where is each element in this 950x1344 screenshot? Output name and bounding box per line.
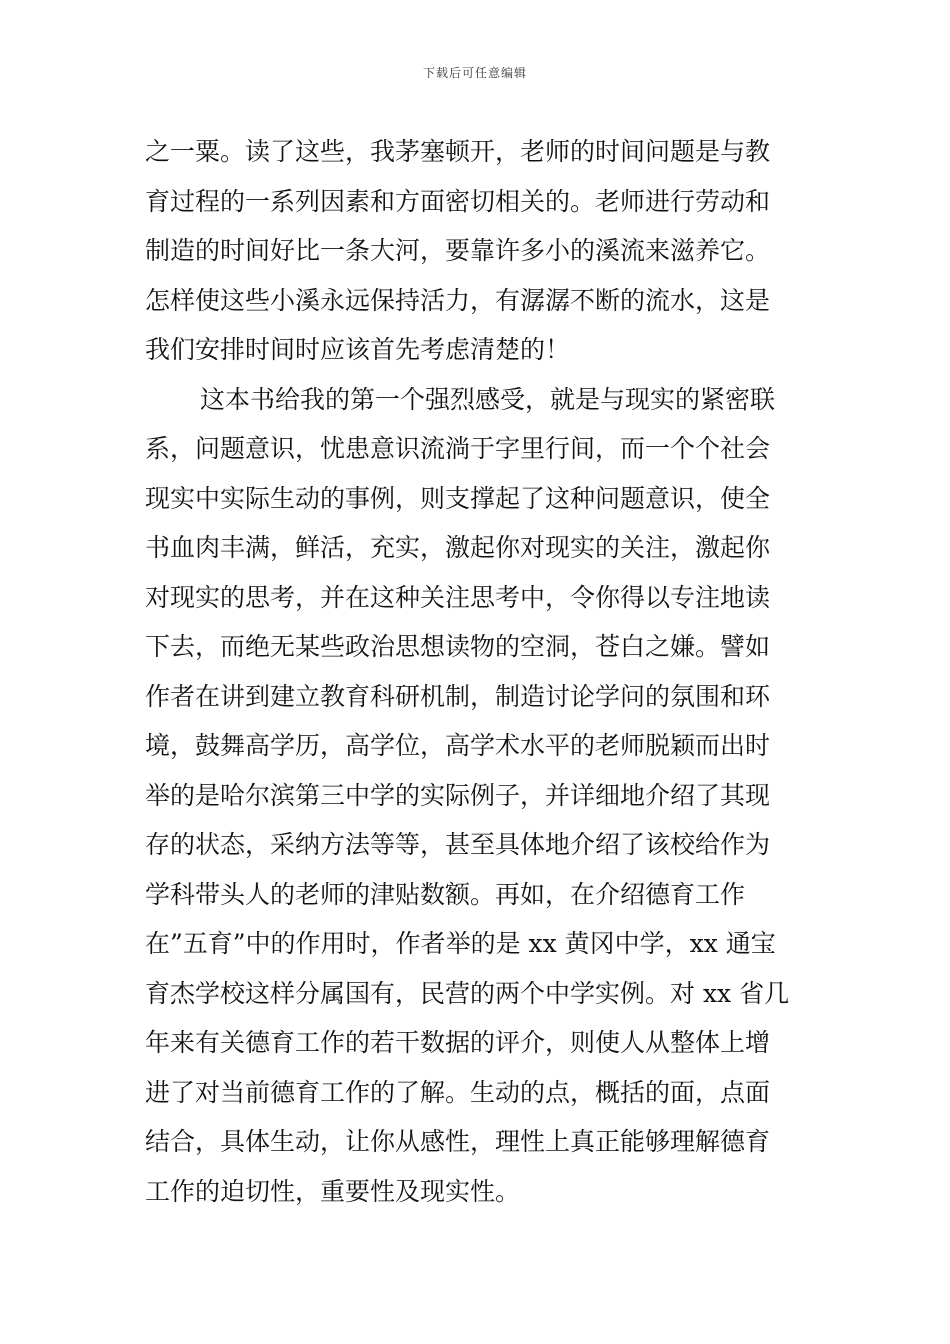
body-text (145, 127, 810, 1216)
text-line: 工作的迫切性，重要性及现实性。 (145, 1176, 521, 1206)
text-line: 制造的时间好比一条大河，要靠许多小的溪流来滋养它。 (145, 236, 771, 265)
text-line: 育杰学校这样分属国有，民营的两个中学实例。对 xx 省几 (145, 978, 790, 1008)
text-line: 结合，具体生动，让你从感性，理性上真正能够理解德育 (145, 1127, 771, 1156)
paragraph-first-line: 这本书给我的第一个强烈感受，就是与现实的紧密联 (200, 384, 776, 414)
text-line: 在”五育”中的作用时，作者举的是 xx 黄冈中学，xx 通宝 (145, 929, 776, 958)
text-line: 下去，而绝无某些政治思想读物的空洞，苍白之嫌。譬如 (145, 632, 771, 661)
text-line: 之一粟。读了这些，我茅塞顿开，老师的时间问题是与教 (145, 137, 771, 166)
text-line: 境，鼓舞高学历，高学位，高学术水平的老师脱颖而出时 (145, 731, 771, 760)
text-line: 育过程的一系列因素和方面密切相关的。老师进行劳动和 (145, 186, 771, 216)
text-line: 书血肉丰满，鲜活，充实，激起你对现实的关注，激起你 (145, 533, 771, 562)
text-line: 系，问题意识，忧患意识流淌于字里行间，而一个个社会 (145, 434, 771, 463)
text-line: 我们安排时间时应该首先考虑清楚的！ (145, 335, 571, 364)
text-line: 作者在讲到建立教育科研机制，制造讨论学问的氛围和环 (145, 681, 771, 711)
text-line: 学科带头人的老师的津贴数额。再如，在介绍德育工作 (145, 879, 746, 909)
text-line: 现实中实际生动的事例，则支撑起了这种问题意识，使全 (145, 483, 771, 513)
text-line: 存的状态，采纳方法等等，甚至具体地介绍了该校给作为 (145, 830, 771, 859)
text-line: 举的是哈尔滨第三中学的实际例子，并详细地介绍了其现 (145, 780, 771, 810)
page-header-note: 下载后可任意编辑 (422, 66, 527, 80)
text-line: 年来有关德育工作的若干数据的评介，则使人从整体上增 (145, 1028, 771, 1057)
text-line: 进了对当前德育工作的了解。生动的点，概括的面，点面 (145, 1077, 771, 1107)
text-line: 怎样使这些小溪永远保持活力，有潺潺不断的流水，这是 (145, 285, 771, 315)
text-line: 对现实的思考，并在这种关注思考中，令你得以专注地读 (145, 582, 771, 612)
